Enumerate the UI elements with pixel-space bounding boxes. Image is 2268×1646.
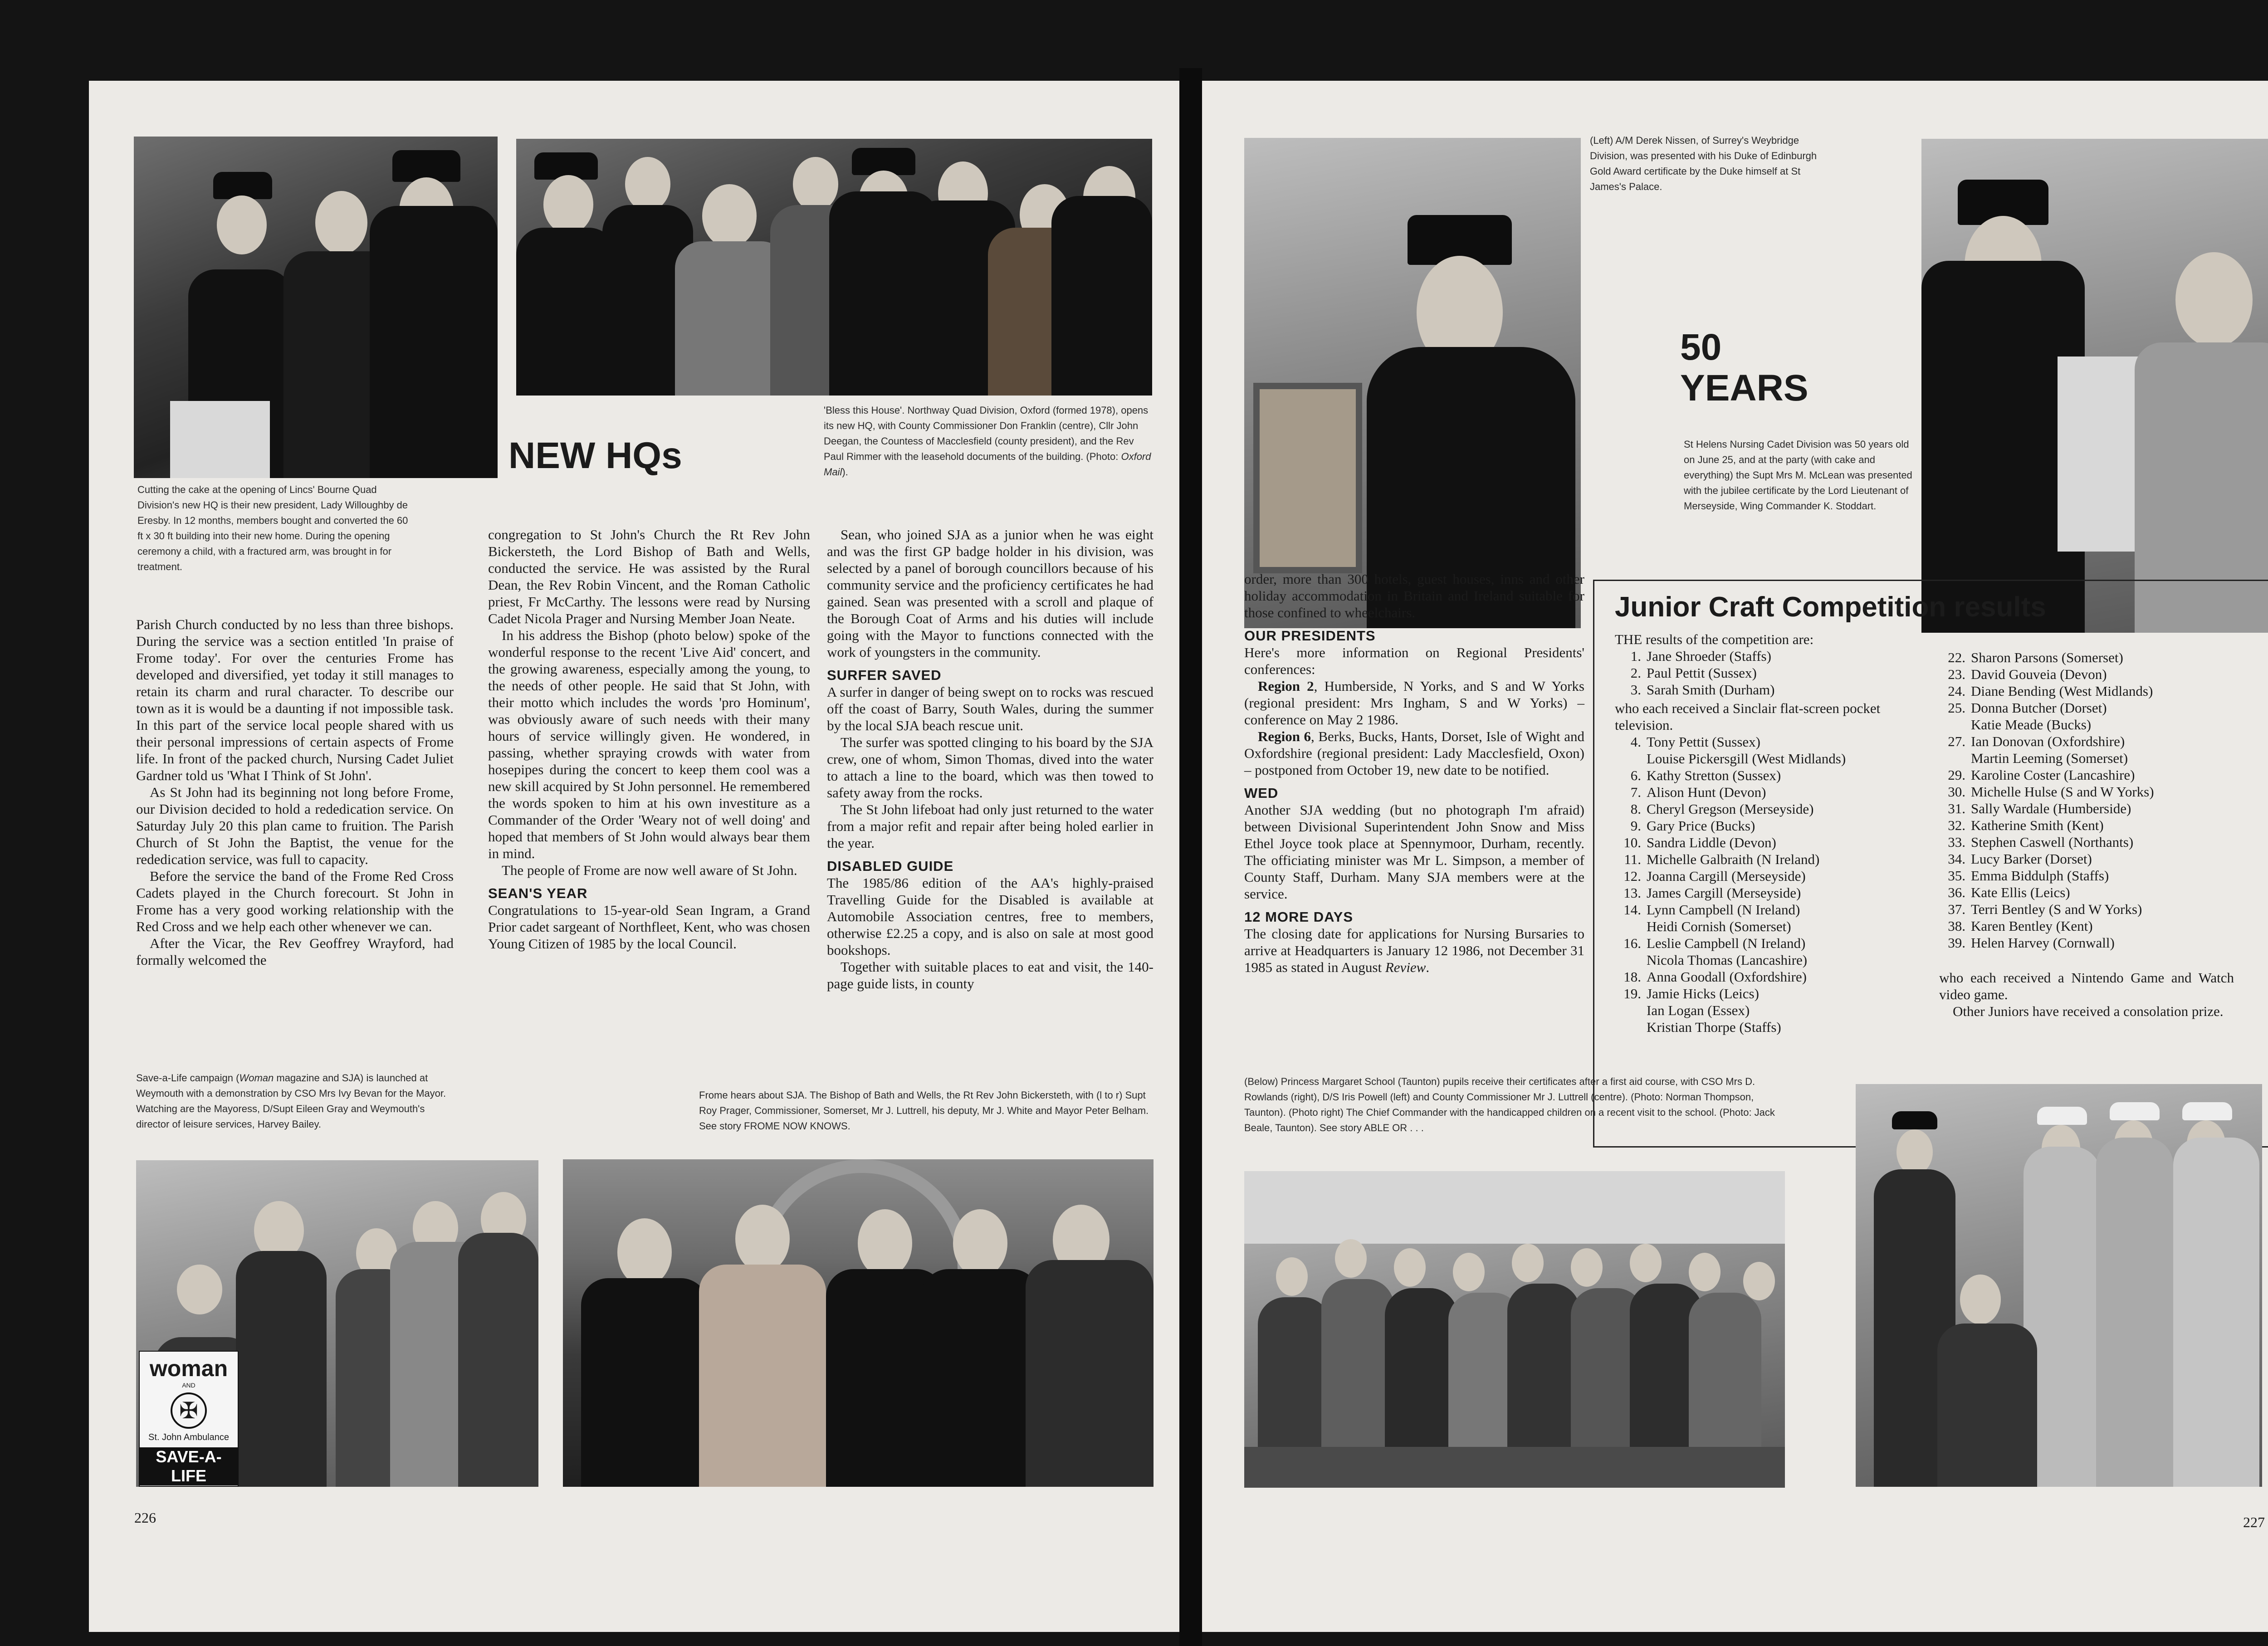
entry-name: Nicola Thomas (Lancashire) <box>1647 952 1808 968</box>
entry-name: Jane Shroeder (Staffs) <box>1647 648 1771 664</box>
entry-rank: 4. <box>1630 734 1641 750</box>
competition-list-b <box>1939 649 2266 951</box>
paragraph-12-more-days <box>1244 925 1584 976</box>
photo-derek-nissen <box>1244 138 1581 628</box>
paragraph: The 1985/86 edition of the AA's highly-praised Travelling Guide for the Disabled is available at Automobile Association centres, free to members, otherwise £2.25 a copy, and is also on sale at most good bookshops. <box>827 875 1154 958</box>
page-number: 227 <box>2243 1514 2265 1530</box>
woman-sja-sign <box>139 1351 239 1487</box>
entry-name: Paul Pettit (Sussex) <box>1647 665 1757 681</box>
subhead-our-presidents: OUR PRESIDENTS <box>1244 628 1376 644</box>
paragraph: congregation to St John's Church the Rt Rev John Bickersteth, the Lord Bishop of Bath and Wells, conducted the service. He was assisted by the Rural Dean, the Rev Robin Vincent, and the Roman Catholic priest, Fr McCarthy. The lessons were read by Nursing Cadet Nicola Prager and Nursing Member Joan Neate. <box>488 527 810 626</box>
photo-taunton-school <box>1244 1171 1785 1488</box>
paragraph-region-6 <box>1244 728 1584 778</box>
paragraph: After the Vicar, the Rev Geoffrey Wrayford, had formally welcomed the <box>136 935 454 968</box>
entry-name: Alison Hunt (Devon) <box>1647 784 1766 800</box>
entry-rank: 14. <box>1623 902 1641 918</box>
sign-woman: woman <box>149 1356 228 1381</box>
competition-list-right <box>1939 649 2266 1020</box>
paragraph: Parish Church conducted by no less than three bishops. During the service was a section entitled 'In praise of Frome today'. For over the centuries Frome has developed and diversified, yet today it still manages to retain its charm and rural character. To describe our town as it is would be a daunting if not impossible task. In this part of the service local people shared with us their personal impressions of certain aspects of Frome life. In front of the packed church, Nursing Cadet Juliet Gardner told us 'What I Think of St John'. <box>136 616 454 783</box>
paragraph: Here's more information on Regional Presidents' conferences: <box>1244 645 1584 677</box>
entry-rank: 24. <box>1948 683 1965 699</box>
entry-rank: 16. <box>1623 935 1641 951</box>
entry-rank: 31. <box>1948 801 1965 816</box>
competition-entry <box>1615 935 1941 952</box>
photo-chief-commander-visit <box>1856 1084 2262 1487</box>
entry-name: Louise Pickersgill (West Midlands) <box>1647 751 1846 767</box>
entry-rank: 23. <box>1948 666 1965 682</box>
subhead-surfer-saved: SURFER SAVED <box>827 667 942 683</box>
competition-entry <box>1615 664 1941 681</box>
entry-name: James Cargill (Merseyside) <box>1647 885 1801 901</box>
sign-st-john: St. John Ambulance <box>148 1432 229 1442</box>
competition-list-left <box>1615 631 1941 1035</box>
paragraph: Congratulations to 15-year-old Sean Ingram, a Grand Prior cadet sargeant of Northfleet, Kent, who was chosen Young Citizen of 1985 by the local Council. <box>488 902 810 952</box>
entry-rank: 7. <box>1630 784 1641 800</box>
competition-entry <box>1939 834 2266 850</box>
caption-cake-cutting: Cutting the cake at the opening of Lincs' Bourne Quad Division's new HQ is their new president, Lady Willoughby de Eresby. In 12 months, members bought and converted the 60 ft x 30 ft building into their new home. During the opening ceremony a child, with a fractured arm, was brought in for treatment. <box>137 484 408 572</box>
entry-name: Kristian Thorpe (Staffs) <box>1647 1019 1781 1035</box>
paragraph: In his address the Bishop (photo below) spoke of the wonderful response to the recent 'Live Aid' concert, and the growing awareness, especially among the young, to the needs of other people. He said that St John, with their motto which includes the words 'pro Hominum', was obviously aware of such needs with their many hours of service willingly given. He wondered, in passing, whether spraying crowds with water from hosepipes during the concert to keep them cool was a new skill acquired by St John personnel. He remembered the words spoken to him at his own investiture as a Commander of the Order 'Weary not of well doing' and hoped that members of St John would always bear them in mind. <box>488 627 810 861</box>
entry-rank <box>1939 716 1971 733</box>
competition-entry <box>1615 681 1941 698</box>
entry-name: Lynn Campbell (N Ireland) <box>1647 902 1800 918</box>
photo-st-helens <box>1921 139 2268 633</box>
subhead-seans-year: SEAN'S YEAR <box>488 885 588 901</box>
entry-rank: 34. <box>1948 851 1965 867</box>
competition-entry <box>1939 649 2266 666</box>
photo-bless-this-house <box>516 139 1152 396</box>
competition-entry <box>1615 733 1941 750</box>
entry-name: Karen Bentley (Kent) <box>1971 918 2093 934</box>
competition-entry <box>1939 800 2266 817</box>
entry-rank: 10. <box>1623 835 1641 850</box>
entry-rank <box>1615 1019 1647 1035</box>
entry-rank <box>1939 750 1971 767</box>
entry-rank: 12. <box>1623 868 1641 884</box>
competition-entry <box>1939 884 2266 901</box>
competition-entry <box>1615 801 1941 817</box>
competition-entry <box>1615 834 1941 851</box>
competition-entry <box>1939 817 2266 834</box>
caption-derek-nissen: (Left) A/M Derek Nissen, of Surrey's Weybridge Division, was presented with his Duke of Edinburgh Gold Award certificate by the Duke himself at St James's Palace. <box>1590 135 1817 192</box>
competition-outro-2: Other Juniors have received a consolation prize. <box>1953 1003 2224 1019</box>
competition-entry <box>1615 750 1941 767</box>
headline-new-hqs: NEW HQs <box>508 435 682 476</box>
competition-entry <box>1615 918 1941 935</box>
entry-rank: 30. <box>1948 784 1965 800</box>
competition-entry <box>1939 867 2266 884</box>
entry-rank: 35. <box>1948 868 1965 884</box>
entry-name: Leslie Campbell (N Ireland) <box>1647 935 1806 951</box>
entry-name: David Gouveia (Devon) <box>1971 666 2107 682</box>
region-6-label: Region 6 <box>1258 728 1311 744</box>
entry-rank: 6. <box>1630 767 1641 783</box>
entry-rank: 38. <box>1948 918 1965 934</box>
entry-rank: 2. <box>1630 665 1641 681</box>
entry-name: Cheryl Gregson (Merseyside) <box>1647 801 1814 817</box>
entry-rank <box>1615 918 1647 935</box>
entry-name: Emma Biddulph (Staffs) <box>1971 868 2109 884</box>
entry-rank: 32. <box>1948 817 1965 833</box>
competition-entry <box>1615 767 1941 784</box>
paragraph: Another SJA wedding (but no photograph I'm afraid) between Divisional Superintendent John Snow and Miss Ethel Joyce took place at Spennymoor, Durham, recently. The officiating minister was Mr L. Simpson, a member of County Staff, Durham. Many SJA members were at the service. <box>1244 802 1584 902</box>
competition-entry <box>1615 1019 1941 1035</box>
region-2-text: , Humberside, N Yorks, and S and W Yorks (regional president: Mrs Ingham, S and W Yorks) – conference on May 2 1986. <box>1244 678 1584 728</box>
caption-bless-photo-credit: Oxford Mail <box>824 451 1151 478</box>
entry-rank: 39. <box>1948 935 1965 951</box>
caption-bless-this-house <box>824 403 1155 480</box>
caption-bless-end: ). <box>842 466 848 478</box>
region-2-label: Region 2 <box>1258 678 1314 694</box>
competition-mid-text: who each received a Sinclair flat-screen pocket television. <box>1615 700 1881 733</box>
competition-entry <box>1615 1002 1941 1019</box>
competition-entry <box>1615 901 1941 918</box>
paragraph: Before the service the band of the Frome Red Cross Cadets played in the Church forecourt. St John in Frome has a very good working relationship with the Red Cross and we help each other whenever we can. <box>136 868 454 934</box>
entry-name: Kathy Stretton (Sussex) <box>1647 767 1781 783</box>
competition-list-a <box>1615 733 1941 1035</box>
spine-gutter <box>1179 68 1202 1646</box>
entry-name: Jamie Hicks (Leics) <box>1647 986 1759 1001</box>
competition-entry <box>1615 648 1941 664</box>
entry-rank: 3. <box>1630 682 1641 698</box>
competition-entry <box>1939 901 2266 918</box>
competition-entry <box>1939 918 2266 934</box>
entry-rank: 13. <box>1623 885 1641 901</box>
competition-entry <box>1939 934 2266 951</box>
anniversary-title-years: YEARS <box>1680 367 1809 409</box>
entry-name: Katie Meade (Bucks) <box>1971 717 2092 733</box>
paragraph: The St John lifeboat had only just returned to the water from a major refit and repair after being holed earlier in the year. <box>827 801 1154 851</box>
caption-savealife-magazine: Woman <box>239 1072 274 1084</box>
entry-name: Sharon Parsons (Somerset) <box>1971 650 2123 665</box>
entry-rank: 29. <box>1948 767 1965 783</box>
entry-rank: 19. <box>1623 986 1641 1001</box>
entry-name: Sarah Smith (Durham) <box>1647 682 1775 698</box>
page-number: 226 <box>134 1509 156 1526</box>
competition-entry <box>1615 952 1941 968</box>
entry-name: Lucy Barker (Dorset) <box>1971 851 2092 867</box>
entry-rank: 37. <box>1948 901 1965 917</box>
entry-name: Katherine Smith (Kent) <box>1971 817 2104 833</box>
subhead-disabled-guide: DISABLED GUIDE <box>827 858 954 874</box>
competition-entry <box>1939 767 2266 783</box>
sign-save-a-life: SAVE-A-LIFE <box>140 1447 238 1485</box>
competition-entry <box>1939 716 2266 733</box>
caption-taunton: (Below) Princess Margaret School (Taunton) pupils receive their certificates after a first aid course, with CSO Mrs D. Rowlands (right), D/S Iris Powell (left) and County Commissioner Mr J. Luttrell (centre). (Photo: Norman Thompson, Taunton). (Photo right) The Chief Commander with the handicapped children on a recent visit to the school. (Photo: Jack Beale, Taunton). See story ABLE OR . . . <box>1244 1076 1775 1133</box>
competition-entry <box>1939 699 2266 716</box>
entry-name: Sandra Liddle (Devon) <box>1647 835 1776 850</box>
competition-entry <box>1615 851 1941 868</box>
photo-cake-cutting <box>134 137 498 478</box>
caption-savealife-b: magazine and SJA) is launched at Weymouth with a demonstration by CSO Mrs Ivy Bevan for the Mayor. Watching are the Mayoress, D/Supt Eileen Gray and Weymouth's director of leisure services, Harvey Bailey. <box>136 1072 446 1130</box>
entry-rank <box>1615 1002 1647 1019</box>
paragraph: order, more than 300 hotels, guest houses, inns and other holiday accommodation in Britain and Ireland suitable for those confined to wheelchairs. <box>1244 571 1584 620</box>
caption-save-a-life <box>136 1070 454 1132</box>
competition-box <box>1593 580 2268 1148</box>
entry-name: Terri Bentley (S and W Yorks) <box>1971 901 2142 917</box>
entry-name: Kate Ellis (Leics) <box>1971 884 2070 900</box>
region-6-text: , Berks, Bucks, Hants, Dorset, Isle of Wight and Oxfordshire (regional president: Lady Macclesfield, Oxon) – postponed from October 19, new date to be notified. <box>1244 728 1584 778</box>
entry-rank: 33. <box>1948 834 1965 850</box>
competition-entry <box>1939 750 2266 767</box>
competition-entry <box>1939 666 2266 683</box>
competition-entry <box>1615 868 1941 884</box>
competition-entry <box>1615 884 1941 901</box>
competition-entry <box>1615 968 1941 985</box>
subhead-wed: WED <box>1244 785 1279 801</box>
entry-rank: 11. <box>1624 851 1641 867</box>
entry-rank: 25. <box>1948 700 1965 716</box>
competition-entry <box>1939 783 2266 800</box>
entry-name: Gary Price (Bucks) <box>1647 818 1755 834</box>
competition-entry <box>1939 850 2266 867</box>
entry-name: Heidi Cornish (Somerset) <box>1647 918 1791 934</box>
competition-intro: THE results of the competition are: <box>1615 631 1814 647</box>
entry-name: Martin Leeming (Somerset) <box>1971 750 2128 766</box>
days-review: Review <box>1385 959 1426 975</box>
entry-name: Donna Butcher (Dorset) <box>1971 700 2107 716</box>
days-end: . <box>1426 959 1430 975</box>
paragraph: As St John had its beginning not long before Frome, our Division decided to hold a rededication service. On Saturday July 20 this plan came to fruition. The Parish Church of St John the Baptist, the venue for the rededication service, was full to capacity. <box>136 784 454 867</box>
entry-name: Karoline Coster (Lancashire) <box>1971 767 2135 783</box>
subhead-12-more-days: 12 MORE DAYS <box>1244 909 1353 925</box>
photo-frome-bishop <box>563 1159 1154 1487</box>
paragraph: The surfer was spotted clinging to his board by the SJA crew, one of whom, Simon Thomas, dived into the water to attach a line to the board, which was then towed to safety away from the rocks. <box>827 734 1154 801</box>
entry-name: Ian Logan (Essex) <box>1647 1002 1750 1018</box>
paragraph-region-2 <box>1244 678 1584 728</box>
entry-name: Michelle Hulse (S and W Yorks) <box>1971 784 2154 800</box>
caption-st-helens: St Helens Nursing Cadet Division was 50 years old on June 25, and at the party (with cake and everything) the Supt Mrs M. McLean was presented with the jubilee certificate by the Lord Lieutenant of Merseyside, Wing Commander K. Stoddart. <box>1684 439 1912 512</box>
entry-name: Michelle Galbraith (N Ireland) <box>1647 851 1820 867</box>
right-page <box>1202 81 2268 1632</box>
entry-rank <box>1615 750 1647 767</box>
sign-and: AND <box>182 1382 196 1389</box>
sja-emblem-icon: ✠ <box>171 1392 207 1429</box>
anniversary-title-50: 50 <box>1680 327 1722 368</box>
entry-name: Helen Harvey (Cornwall) <box>1971 935 2115 951</box>
caption-bless-main: 'Bless this House'. Northway Quad Division, Oxford (formed 1978), opens its new HQ, with County Commissioner Don Franklin (centre), Cllr John Deegan, the Countess of Macclesfield (county president), and the Rev Paul Rimmer with the leasehold documents of the building. (Photo: <box>824 405 1149 462</box>
entry-name: Joanna Cargill (Merseyside) <box>1647 868 1806 884</box>
competition-top3 <box>1615 648 1941 698</box>
article-column-2 <box>488 526 810 952</box>
entry-rank: 1. <box>1630 648 1641 664</box>
entry-rank: 8. <box>1630 801 1641 817</box>
competition-entry <box>1615 817 1941 834</box>
days-text: The closing date for applications for Nursing Bursaries to arrive at Headquarters is January 12 1986, not December 31 1985 as stated in August <box>1244 926 1584 975</box>
entry-name: Anna Goodall (Oxfordshire) <box>1647 969 1807 985</box>
entry-rank: 22. <box>1948 650 1965 665</box>
entry-name: Stephen Caswell (Northants) <box>1971 834 2134 850</box>
paragraph: Together with suitable places to eat and visit, the 140-page guide lists, in county <box>827 959 1154 992</box>
article-column-1 <box>136 616 454 968</box>
competition-entry <box>1939 683 2266 699</box>
entry-name: Diane Bending (West Midlands) <box>1971 683 2153 699</box>
competition-entry <box>1939 733 2266 750</box>
competition-outro-1: who each received a Nintendo Game and Watch video game. <box>1939 970 2234 1002</box>
entry-rank: 27. <box>1948 733 1965 749</box>
paragraph: Sean, who joined SJA as a junior when he was eight and was the first GP badge holder in his division, was selected by a panel of borough councillors because of his community service and the proficiency certificates he had gained. Sean was presented with a scroll and plaque of the Borough Coat of Arms and his duties will include going with the Mayor to functions connected with the work of youngsters in the community. <box>827 527 1154 660</box>
competition-title: Junior Craft Competition results <box>1615 591 2046 623</box>
entry-rank <box>1615 952 1647 968</box>
paragraph: A surfer in danger of being swept on to rocks was rescued off the coast of Barry, South Wales, during the summer by the local SJA beach rescue unit. <box>827 684 1154 733</box>
entry-rank: 9. <box>1630 818 1641 834</box>
article-column-right <box>1244 571 1584 976</box>
caption-savealife-a: Save-a-Life campaign ( <box>136 1072 240 1084</box>
caption-frome: Frome hears about SJA. The Bishop of Bath and Wells, the Rt Rev John Bickersteth, with (l to r) Supt Roy Prager, Commissioner, Somerset, Mr J. Luttrell, his deputy, Mr J. White and Mayor Peter Belham. See story FROME NOW KNOWS. <box>699 1089 1149 1132</box>
photo-save-a-life <box>136 1160 538 1487</box>
entry-rank: 36. <box>1948 884 1965 900</box>
entry-name: Sally Wardale (Humberside) <box>1971 801 2131 816</box>
entry-name: Tony Pettit (Sussex) <box>1647 734 1760 750</box>
article-column-3 <box>827 526 1154 992</box>
left-page <box>89 81 1179 1632</box>
paragraph: The people of Frome are now well aware of St John. <box>502 862 797 878</box>
entry-name: Ian Donovan (Oxfordshire) <box>1971 733 2125 749</box>
competition-entry <box>1615 985 1941 1002</box>
competition-entry <box>1615 784 1941 801</box>
entry-rank: 18. <box>1623 969 1641 985</box>
